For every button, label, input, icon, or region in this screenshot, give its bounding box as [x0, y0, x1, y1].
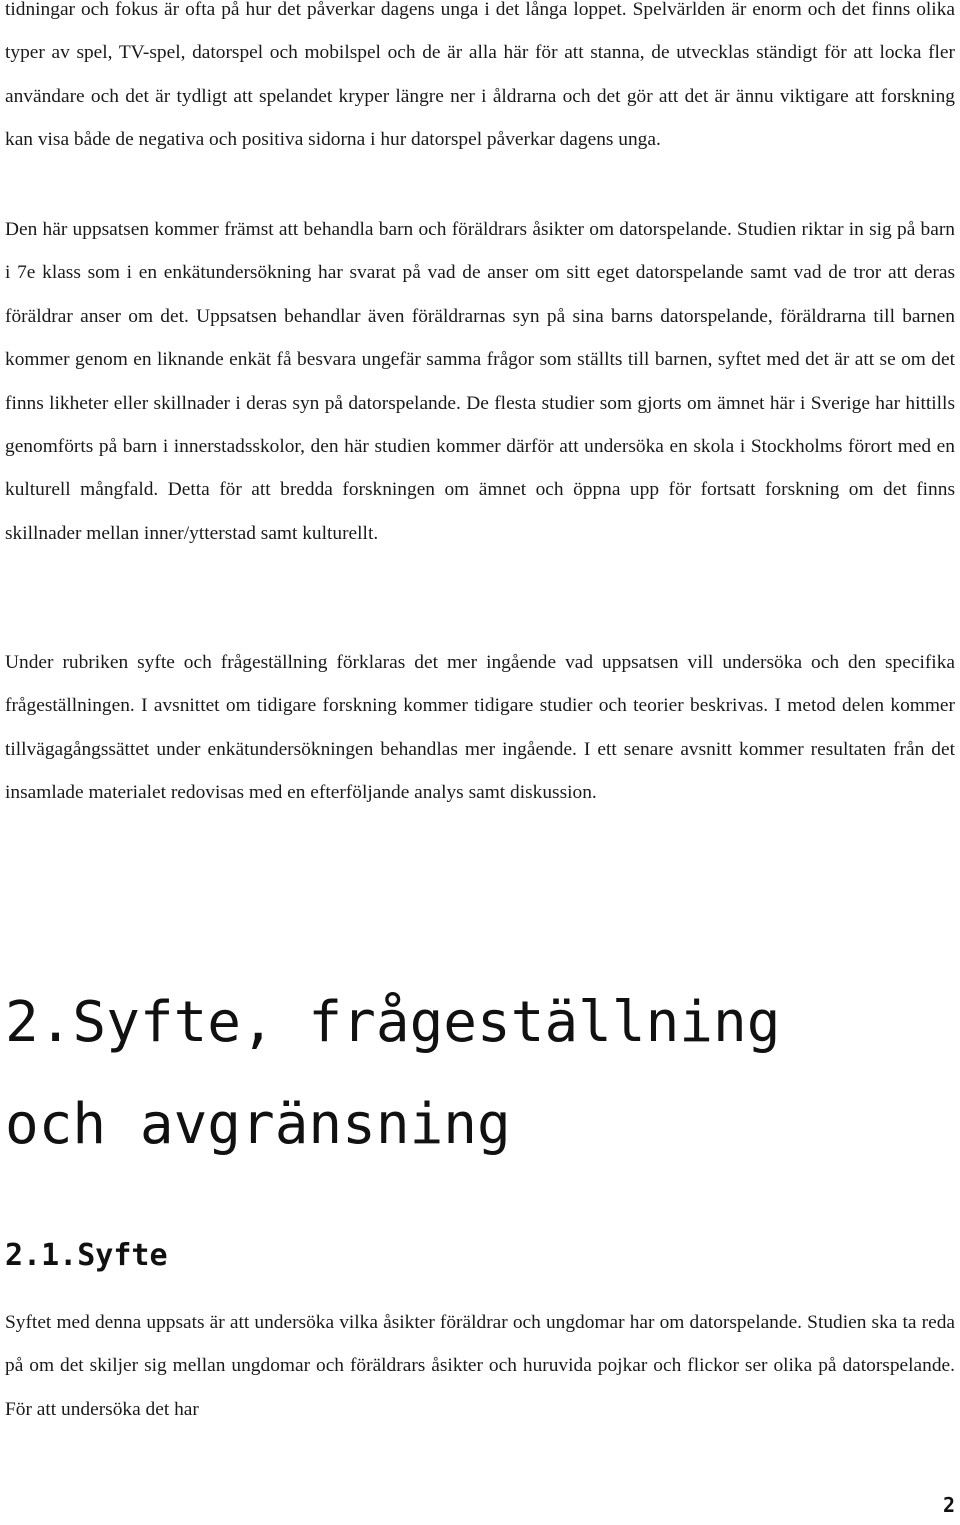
subsection-heading: 2.1.Syfte — [5, 1238, 168, 1273]
body-paragraph-outline: Under rubriken syfte och frågeställning förklaras det mer ingående vad uppsatsen vill undersöka och den specifika frågeställningen. I avsnittet om tidigare forskning kommer tidigare studier och teorier beskrivas. I metod delen kommer tillvägagångssättet under enkätundersökningen behandlas mer ingående. I ett senare avsnitt kommer resultaten från det insamlade materialet redovisas med en efterföljande analys samt diskussion. — [5, 652, 955, 804]
body-paragraph-purpose: Syftet med denna uppsats är att undersöka vilka åsikter föräldrar och ungdomar har om datorspelande. Studien ska ta reda på om det skiljer sig mellan ungdomar och föräldrars åsikter och huruvida pojkar och flickor ser olika på datorspelande. För att undersöka det har — [5, 1312, 955, 1420]
body-paragraph-study-scope: Den här uppsatsen kommer främst att behandla barn och föräldrars åsikter om datorspelande. Studien riktar in sig på barn i 7e klass som i en enkätundersökning har svarat på vad de anser om sitt eget datorspelande samt vad de tror att deras föräldrar anser om det. Uppsatsen behandlar även föräldrarnas syn på sina barns datorspelande, föräldrarna till barnen kommer genom en liknande enkät få besvara ungefär samma frågor som ställts till barnen, syftet med det är att se om det finns likheter eller skillnader i deras syn på datorspelande. De flesta studier som gjorts om ämnet här i Sverige har hittills genomförts på barn i innerstadsskolor, den här studien kommer därför att undersöka en skola i Stockholms förort med en kulturell mångfald. Detta för att bredda forskningen om ämnet och öppna upp för fortsatt forskning om det finns skillnader mellan inner/ytterstad samt kulturellt. — [5, 219, 955, 544]
body-paragraph-intro: tidningar och fokus är ofta på hur det påverkar dagens unga i det långa loppet. Spelvärlden är enorm och det finns olika typer av spel, TV-spel, datorspel och mobilspel och de är alla här för att stanna, de utvecklas ständigt för att locka fler användare och det är tydligt att spelandet kryper längre ner i åldrarna och det gör att det är ännu viktigare att forskning kan visa både de negativa och positiva sidorna i hur datorspel påverkar dagens unga. — [5, 0, 955, 151]
page-number: 2 — [942, 1493, 955, 1517]
section-heading: 2.Syfte, frågeställning och avgränsning — [5, 990, 781, 1157]
